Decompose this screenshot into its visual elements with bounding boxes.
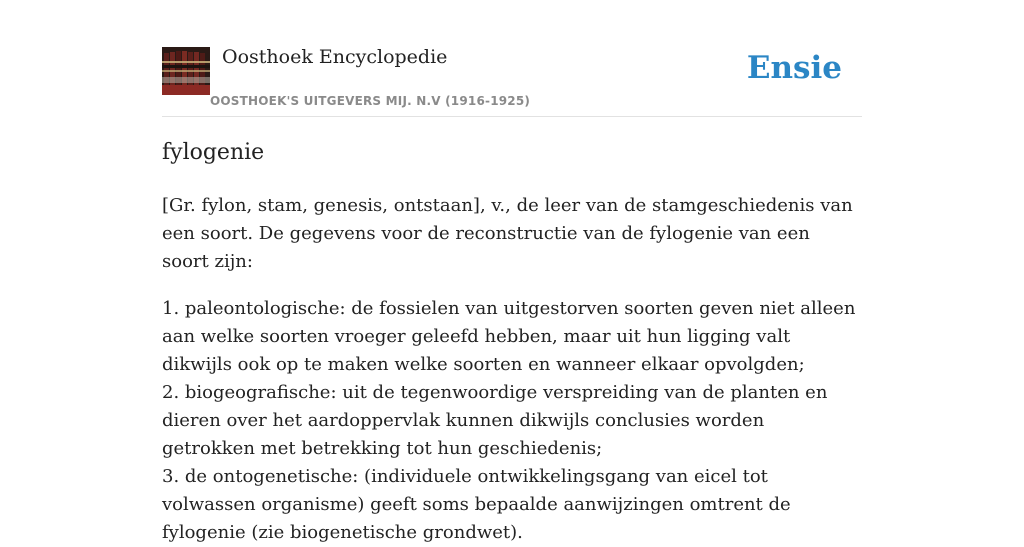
source-avatar[interactable] — [162, 47, 210, 95]
source-title[interactable]: Oosthoek Encyclopedie — [222, 46, 448, 68]
entry-title: fylogenie — [162, 140, 265, 165]
books-icon — [162, 47, 210, 95]
source-subtitle: OOSTHOEK'S UITGEVERS MIJ. N.V (1916-1925) — [210, 94, 531, 108]
entry-content — [162, 192, 862, 547]
entry-item: 1. paleontologische: de fossielen van uitgestorven soorten geven niet alleen aan welke soorten vroeger geleefd hebben, maar uit hun ligging valt dikwijls ook op te maken welke soorten en wanneer elkaar opvolgden; — [162, 298, 856, 375]
entry-intro: [Gr. fylon, stam, genesis, ontstaan], v., de leer van de stamgeschiedenis van een soort. De gegevens voor de reconstructie van de fylogenie van een soort zijn: — [162, 195, 853, 272]
entry-item: 3. de ontogenetische: (individuele ontwikkelingsgang van eicel tot volwassen organisme) geeft soms bepaalde aanwijzingen omtrent de fylogenie (zie biogenetische grondwet). — [162, 466, 791, 543]
header — [162, 46, 862, 117]
brand-logo[interactable]: Ensie — [746, 50, 842, 86]
entry-item: 2. biogeografische: uit de tegenwoordige verspreiding van de planten en dieren over het aardoppervlak kunnen dikwijls conclusies worden getrokken met betrekking tot hun geschiedenis; — [162, 382, 828, 459]
